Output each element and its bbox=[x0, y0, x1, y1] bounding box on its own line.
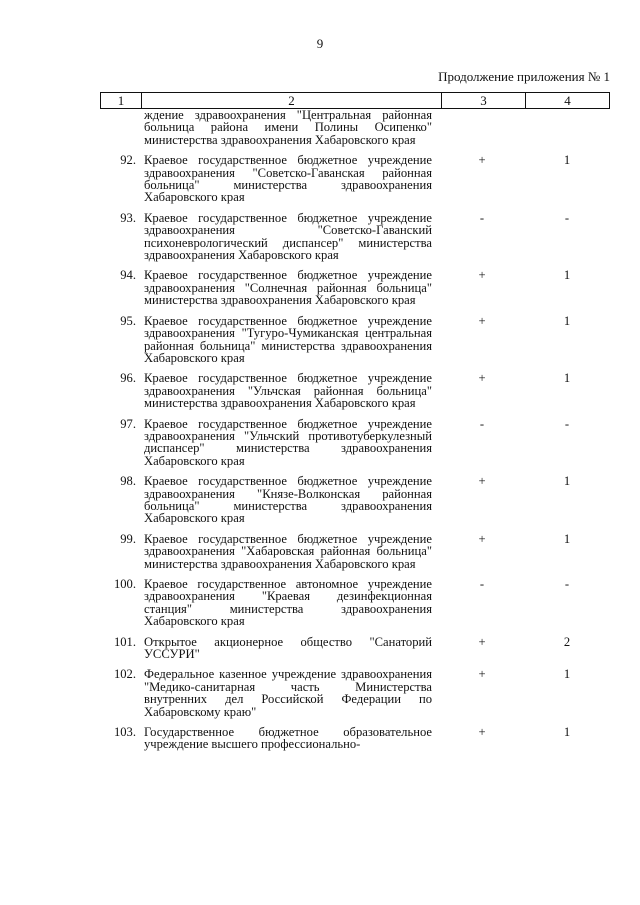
header-col-1: 1 bbox=[117, 93, 125, 108]
table-row bbox=[100, 668, 610, 718]
table-row bbox=[100, 315, 610, 365]
table-row bbox=[100, 154, 610, 204]
row-col3 bbox=[440, 109, 524, 146]
table-row bbox=[100, 475, 610, 525]
row-col4: 1 bbox=[563, 268, 571, 283]
row-col3: + bbox=[478, 153, 486, 168]
header-col-4: 4 bbox=[525, 93, 609, 108]
table-row bbox=[100, 578, 610, 628]
row-text: Краевое государственное автономное учреждение здравоохранения "Краевая дезинфекционная станция" министерства здравоохранения Хабаровского края bbox=[144, 577, 432, 629]
row-number bbox=[100, 109, 140, 146]
header-col-2: 2 bbox=[141, 93, 441, 108]
row-number: 94. bbox=[120, 268, 136, 283]
row-col3: + bbox=[478, 634, 486, 649]
row-number: 97. bbox=[120, 416, 136, 431]
row-number: 103. bbox=[113, 725, 136, 740]
row-number: 92. bbox=[120, 153, 136, 168]
row-text: Краевое государственное бюджетное учреждение здравоохранения "Хабаровская районная больница" министерства здравоохранения Хабаровского края bbox=[144, 531, 432, 571]
header-col-3: 3 bbox=[441, 93, 525, 108]
row-text: Краевое государственное бюджетное учреждение здравоохранения "Князе-Волконская районная больница" министерства здравоохранения Хабаровского края bbox=[144, 474, 432, 526]
row-number: 100. bbox=[113, 577, 136, 591]
table-row bbox=[100, 109, 610, 146]
row-col4: - bbox=[564, 416, 570, 431]
row-col4: 1 bbox=[563, 667, 571, 682]
table-header bbox=[100, 92, 610, 109]
row-text: Открытое акционерное общество "Санаторий УССУРИ" bbox=[144, 634, 432, 662]
row-col4: 1 bbox=[563, 725, 571, 740]
row-number: 101. bbox=[113, 634, 136, 649]
row-col3: - bbox=[479, 210, 485, 225]
row-text: Федеральное казенное учреждение здравоохранения "Медико-санитарная часть Министерства внутренних дел Российской Федерации по Хабаровскому краю" bbox=[144, 667, 432, 719]
table-row bbox=[100, 726, 610, 751]
row-number: 96. bbox=[120, 371, 136, 386]
row-number: 102. bbox=[113, 667, 136, 682]
row-col3: + bbox=[478, 371, 486, 386]
row-col4: - bbox=[564, 210, 570, 225]
row-col3: + bbox=[478, 667, 486, 682]
table-row bbox=[100, 269, 610, 306]
row-text: Краевое государственное бюджетное учреждение здравоохранения "Советско-Гаванский психоневрологический диспансер" министерства здравоохранения Хабаровского края bbox=[144, 210, 432, 263]
table-row bbox=[100, 372, 610, 409]
row-col3: + bbox=[478, 725, 486, 740]
row-col3: + bbox=[478, 268, 486, 283]
row-text: Краевое государственное бюджетное учреждение здравоохранения "Ульчская районная больница" министерства здравоохранения Хабаровского края bbox=[144, 371, 432, 411]
row-number: 95. bbox=[120, 313, 136, 328]
row-text: Краевое государственное бюджетное учреждение здравоохранения "Советско-Гаванская районная больница" министерства здравоохранения Хабаровского края bbox=[144, 153, 432, 205]
row-col4: 2 bbox=[563, 634, 571, 649]
row-text: Краевое государственное бюджетное учреждение здравоохранения "Тугуро-Чумиканская центральная районная больница" министерства здравоохранения Хабаровского края bbox=[144, 313, 432, 365]
row-col3: + bbox=[478, 313, 486, 328]
row-col4: 1 bbox=[563, 371, 571, 386]
table-row bbox=[100, 418, 610, 468]
row-number: 99. bbox=[120, 531, 136, 546]
row-col4: 1 bbox=[563, 474, 571, 489]
row-text: Краевое государственное бюджетное учреждение здравоохранения "Солнечная районная больница" министерства здравоохранения Хабаровского края bbox=[144, 268, 432, 308]
row-text: Государственное бюджетное образовательное учреждение высшего профессионально- bbox=[144, 725, 432, 752]
table-body bbox=[100, 109, 610, 759]
row-number: 93. bbox=[120, 210, 136, 225]
row-number: 98. bbox=[120, 474, 136, 489]
row-col3: + bbox=[478, 474, 486, 489]
row-col4: - bbox=[564, 577, 570, 591]
row-col3: - bbox=[479, 416, 485, 431]
table-row bbox=[100, 636, 610, 661]
row-col4: 1 bbox=[563, 313, 571, 328]
row-col4: 1 bbox=[563, 531, 571, 546]
row-col3: + bbox=[478, 531, 486, 546]
row-col4: 1 bbox=[563, 153, 571, 168]
table-row bbox=[100, 533, 610, 570]
appendix-caption: Продолжение приложения № 1 bbox=[438, 69, 610, 84]
row-text: Краевое государственное бюджетное учреждение здравоохранения "Ульчский противотуберкулезный диспансер" министерства здравоохранения Хабаровского края bbox=[144, 416, 432, 468]
row-col4 bbox=[524, 109, 610, 146]
row-text: ждение здравоохранения "Центральная районная больница района имени Полины Осипенко" министерства здравоохранения Хабаровского края bbox=[144, 108, 432, 147]
page-number: 9 bbox=[316, 36, 324, 51]
table-row bbox=[100, 212, 610, 262]
row-col3: - bbox=[479, 577, 485, 591]
